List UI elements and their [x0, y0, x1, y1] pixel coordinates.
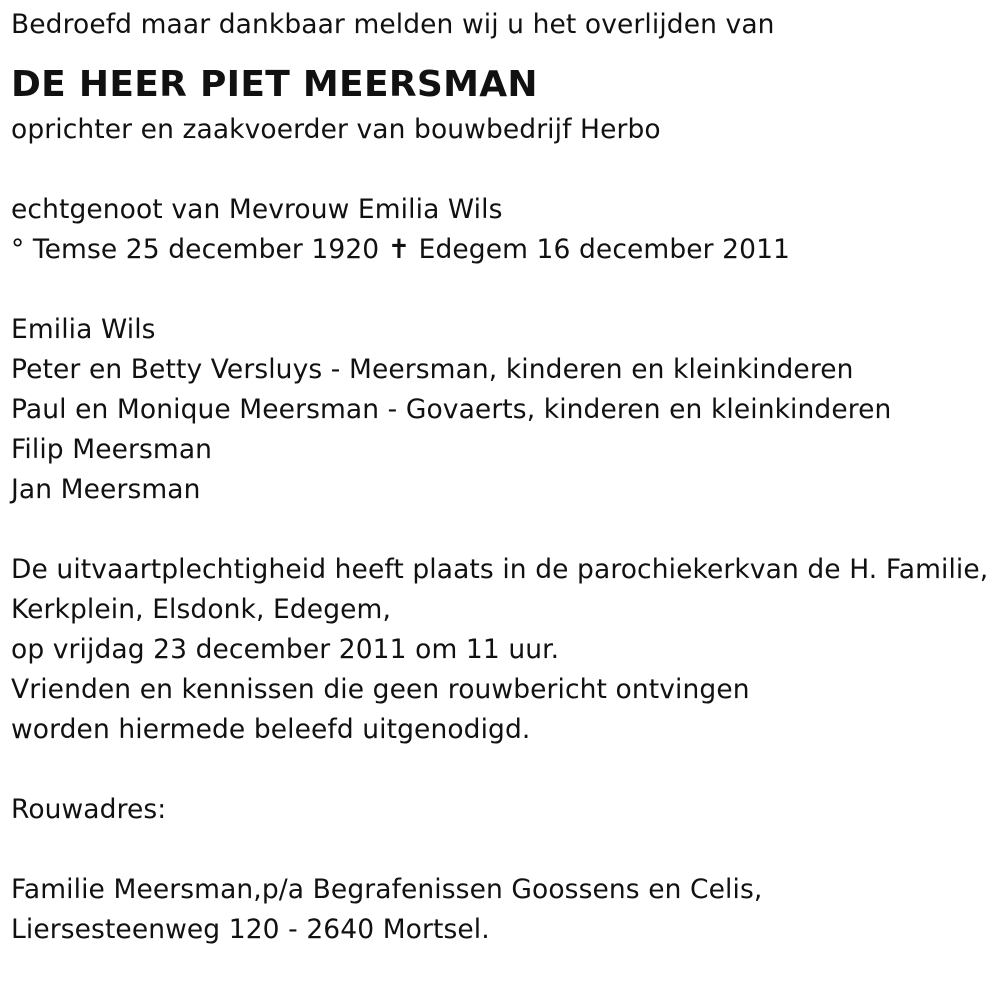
family-member: Emilia Wils: [11, 314, 156, 345]
deceased-role: oprichter en zaakvoerder van bouwbedrijf Herbo: [11, 114, 661, 145]
address-line: Liersesteenweg 120 - 2640 Mortsel.: [11, 914, 490, 945]
address-line: Familie Meersman,p/a Begrafenissen Goossens en Celis,: [11, 874, 763, 905]
spacer: [11, 150, 996, 190]
spacer: [11, 750, 996, 790]
spacer: [11, 830, 996, 870]
ceremony-info: [11, 550, 996, 750]
family-member: Peter en Betty Versluys - Meersman, kinderen en kleinkinderen: [11, 354, 854, 385]
ceremony-line: Vrienden en kennissen die geen rouwbericht ontvingen: [11, 674, 750, 705]
death-notice: [11, 0, 996, 950]
family-member: Filip Meersman: [11, 434, 213, 465]
life-dates: [11, 230, 996, 270]
death-text: Edegem 16 december 2011: [418, 234, 790, 265]
family-member: Paul en Monique Meersman - Govaerts, kinderen en kleinkinderen: [11, 394, 892, 425]
ceremony-line: Kerkplein, Elsdonk, Edegem,: [11, 594, 391, 625]
family-list: [11, 310, 996, 510]
intro-text: Bedroefd maar dankbaar melden wij u het overlijden van: [11, 9, 775, 40]
cross-icon: ✝: [387, 234, 411, 265]
birth-text: ° Temse 25 december 1920: [11, 234, 380, 265]
spouse-text: echtgenoot van Mevrouw Emilia Wils: [11, 194, 503, 225]
ceremony-line: De uitvaartplechtigheid heeft plaats in de parochiekerkvan de H. Familie,: [11, 554, 989, 585]
family-member: Jan Meersman: [11, 474, 201, 505]
deceased-name: DE HEER PIET MEERSMAN: [11, 64, 538, 105]
ceremony-line: worden hiermede beleefd uitgenodigd.: [11, 714, 531, 745]
spacer: [11, 270, 996, 310]
spacer: [11, 510, 996, 550]
ceremony-line: op vrijdag 23 december 2011 om 11 uur.: [11, 634, 560, 665]
address-label: Rouwadres:: [11, 794, 167, 825]
address-block: [11, 870, 996, 950]
